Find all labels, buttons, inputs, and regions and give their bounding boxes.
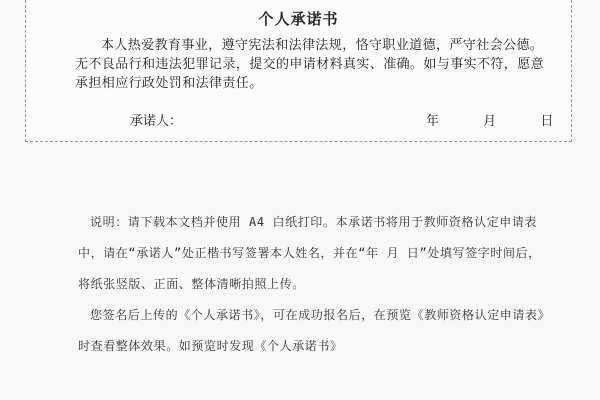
instructions-paragraph-2: 您签名后上传的《个人承诺书》，可在成功报名后，在预览《教师资格认定申请表》时查看整体效果。如预览时发现《个人承诺书》 [78,308,545,353]
pledge-body: 本人热爱教育事业，遵守宪法和法律法规，恪守职业道德，严守社会公德。无不良品行和违法犯罪记录，提交的申请材料真实、准确。如与事实不符，愿意承担相应行政处罚和法律责任。 [75,38,545,91]
date-year-label: 年 [426,114,440,129]
date-day-label: 日 [540,114,554,129]
date-month-label: 月 [483,114,497,129]
pledge-box [25,0,572,142]
pledge-title: 个人承诺书 [258,10,339,28]
date-line [426,110,553,129]
signer-label: 承诺人： [130,114,183,129]
instructions [78,207,546,362]
instructions-paragraph-1: 说明：请下载本文档并使用 A4 白纸打印。本承诺书将用于教师资格认定申请表中，请在“承诺人”处正楷书写签署本人姓名，并在“年 月 日”处填写签字时间后，将纸张竖版、正面、整体清晰拍照上传。 [78,215,541,291]
